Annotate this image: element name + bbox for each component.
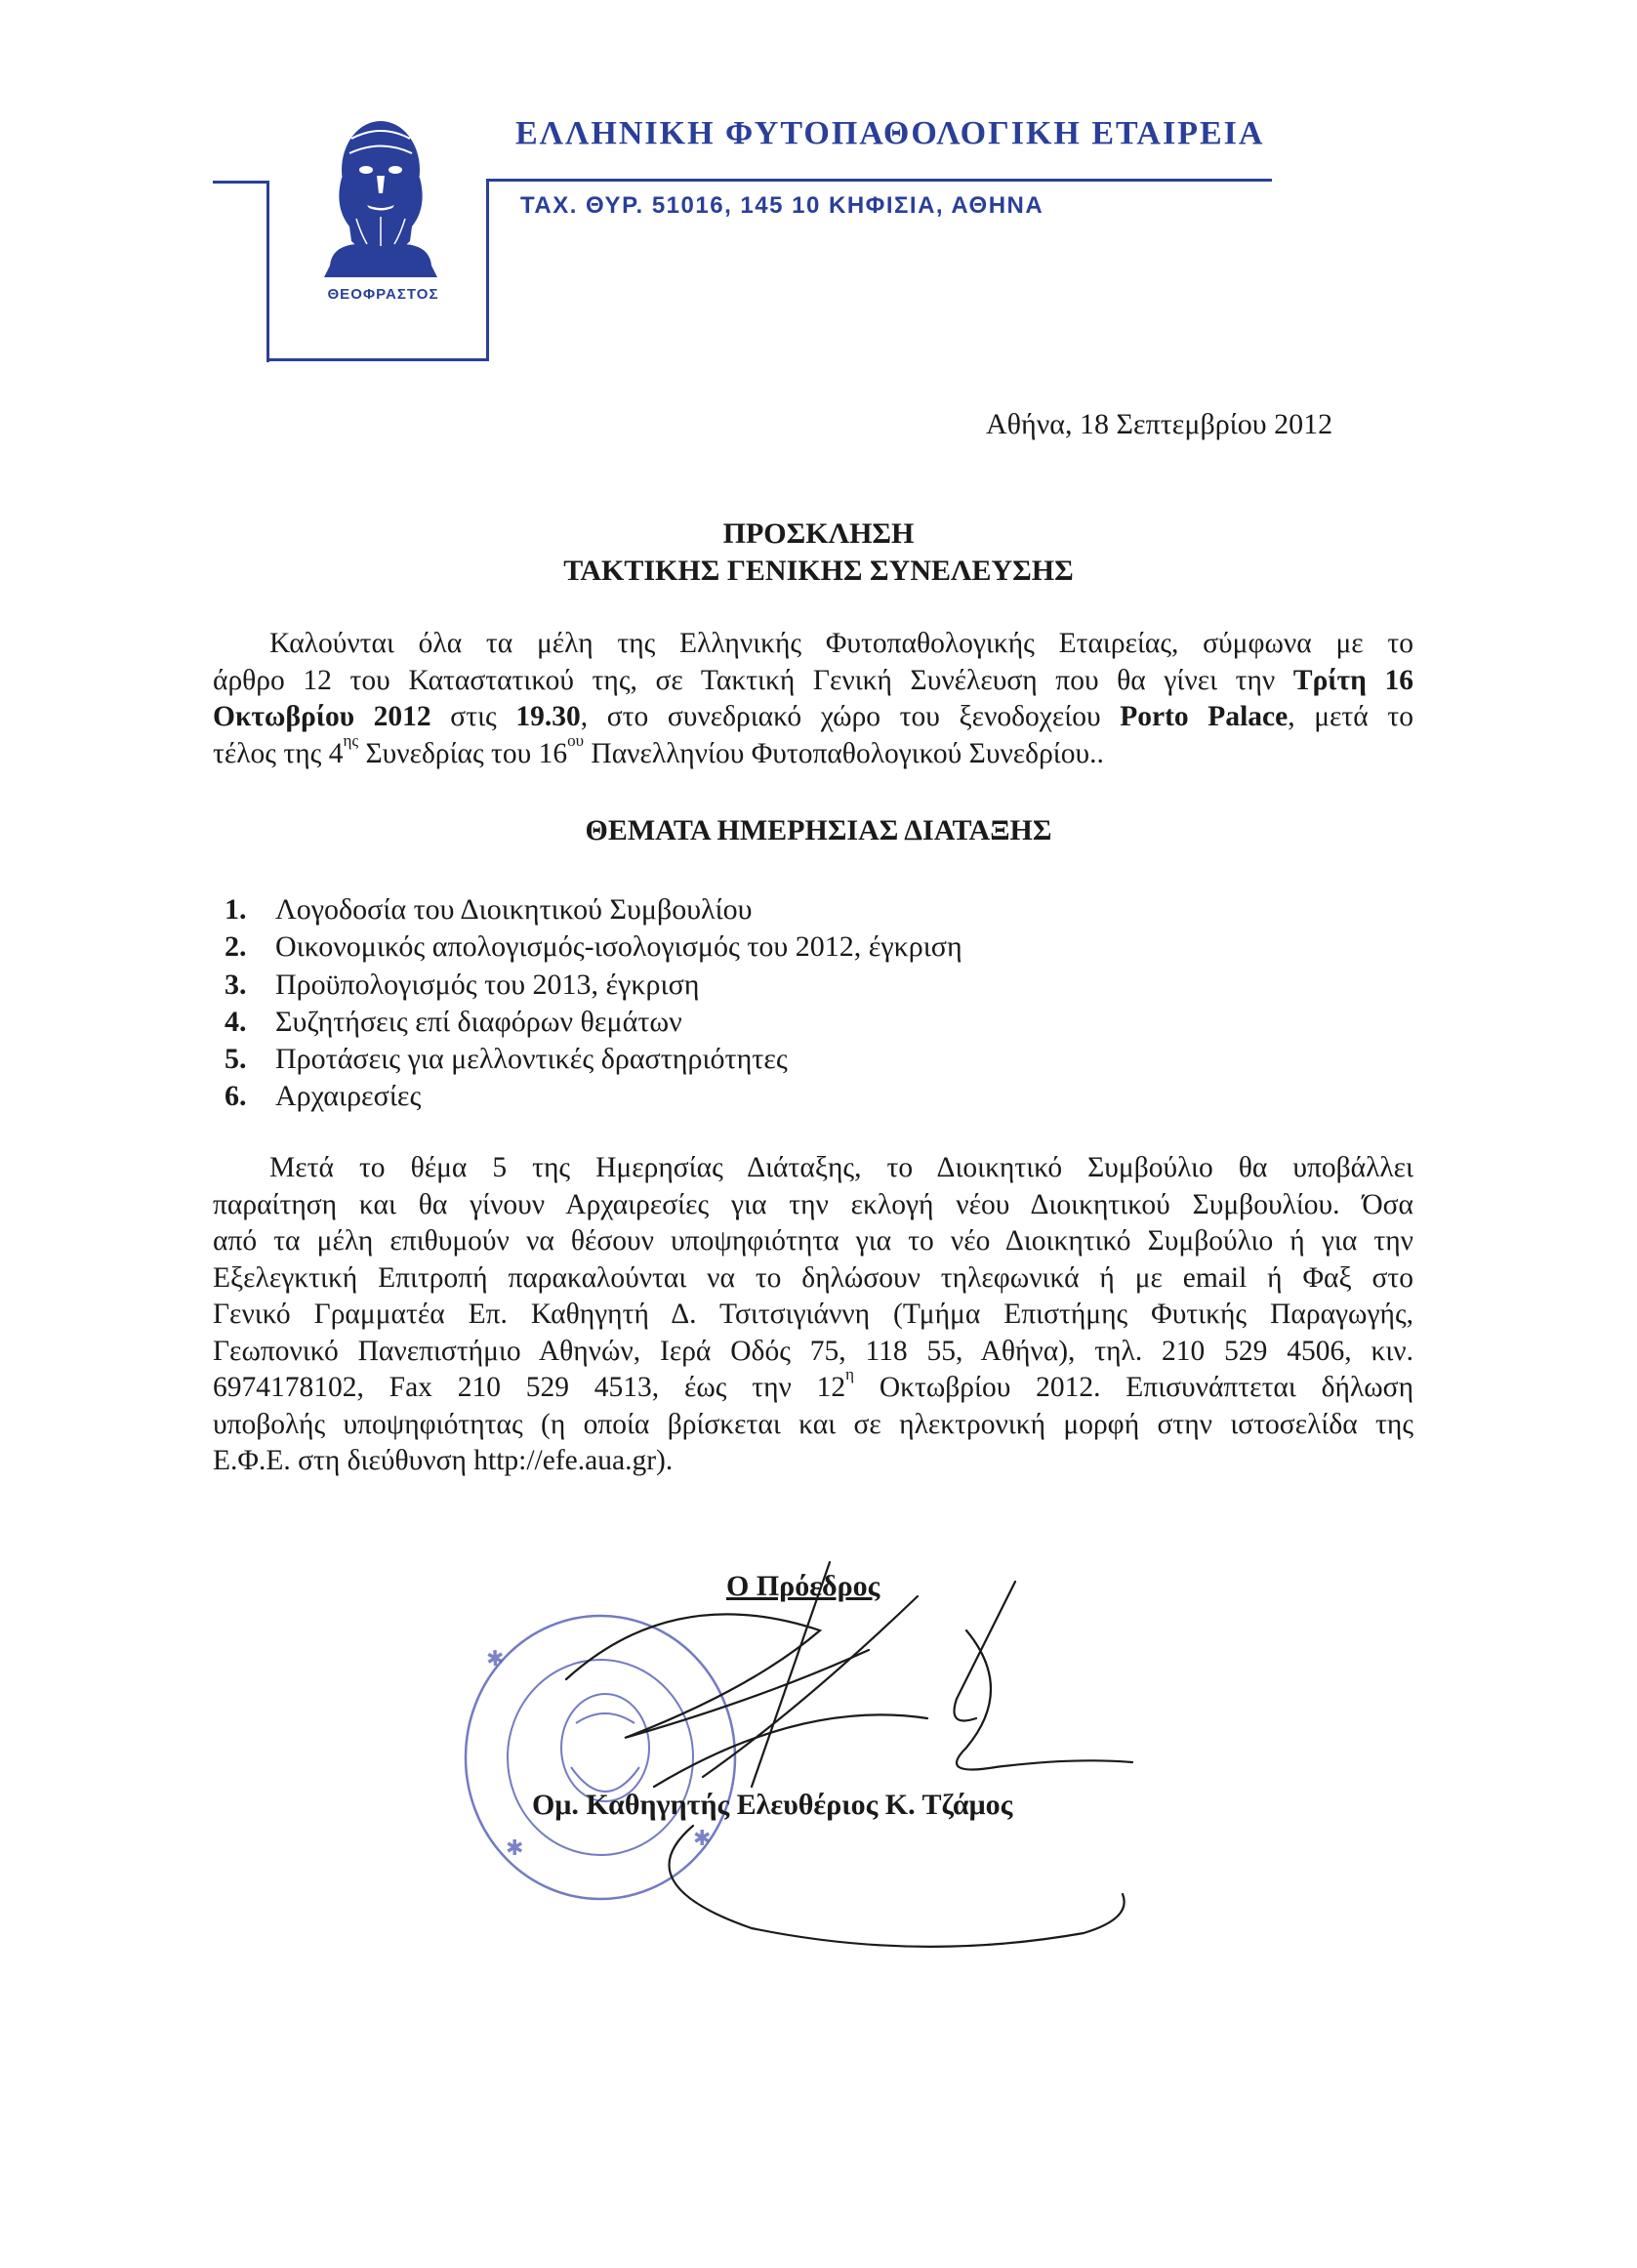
agenda-item — [225, 967, 962, 1004]
intro-text: Πανελληνίου Φυτοπαθολογικού Συνεδρίου.. — [584, 737, 1104, 769]
meeting-time: 19.30 — [515, 701, 581, 732]
body-line: Γενικό Γραμματέα Επ. Καθηγητή Δ. Τσιτσιγιάννη (Τμήμα Επιστήμης Φυτικής Παραγωγής, — [213, 1299, 1413, 1330]
organization-name: ΕΛΛΗΝΙΚΗ ΦΥΤΟΠΑΘΟΛΟΓΙΚΗ ΕΤΑΙΡΕΙΑ — [515, 115, 1265, 151]
agenda-item-text: Αρχαιρεσίες — [275, 1080, 422, 1113]
svg-text:✱: ✱ — [480, 1644, 512, 1672]
intro-line: Καλούνται όλα τα μέλη της Ελληνικής Φυτοπαθολογικής Εταιρείας, σύμφωνα με το — [269, 628, 1413, 659]
elections-paragraph — [213, 1150, 1413, 1480]
ordinal-suffix: ης — [343, 730, 359, 750]
agenda-item-number: 4. — [225, 1005, 247, 1038]
letterhead-rule — [486, 179, 1272, 182]
agenda-item-number: 5. — [225, 1043, 247, 1076]
intro-line — [213, 663, 1413, 700]
bust-of-theophrastus-icon — [312, 109, 449, 280]
intro-text: , στο συνεδριακό χώρο του ξενοδοχείου — [580, 701, 1121, 732]
body-line: Μετά το θέμα 5 της Ημερησίας Διάταξης, το Διοικητικό Συμβούλιο θα υποβάλλει — [269, 1152, 1413, 1183]
body-line: Γεωπονικό Πανεπιστήμιο Αθηνών, Ιερά Οδός 75, 118 55, Αθήνα), τηλ. 210 529 4506, κιν. — [213, 1335, 1413, 1367]
intro-text: άρθρο 12 του Καταστατικού της, σε Τακτική Γενική Συνέλευση που θα γίνει την — [213, 664, 1293, 696]
meeting-date: Οκτωβρίου 2012 — [213, 701, 431, 732]
intro-line — [213, 730, 1413, 773]
agenda-item — [225, 1078, 962, 1115]
body-line — [213, 1365, 1413, 1407]
meeting-day: Τρίτη 16 — [1292, 664, 1413, 696]
document-title: ΠΡΟΣΚΛΗΣΗ — [722, 517, 915, 550]
president-title: Ο Πρόεδρος — [726, 1570, 880, 1602]
ordinal-suffix: η — [845, 1365, 855, 1383]
intro-paragraph — [213, 626, 1413, 772]
svg-text:✱: ✱ — [693, 1826, 712, 1850]
letterhead-frame-bottom — [266, 358, 489, 361]
agenda-item-text: Προτάσεις για μελλοντικές δραστηριότητες — [275, 1043, 788, 1076]
agenda-item — [225, 891, 962, 928]
meeting-venue: Porto Palace — [1120, 701, 1289, 732]
agenda-heading: ΘΕΜΑΤΑ ΗΜΕΡΗΣΙΑΣ ΔΙΑΤΑΞΗΣ — [585, 814, 1052, 846]
letter-date: Αθήνα, 18 Σεπτεμβρίου 2012 — [986, 408, 1333, 440]
agenda-item-text: Λογοδοσία του Διοικητικού Συμβουλίου — [275, 893, 753, 926]
agenda-item-text: Συζητήσεις επί διαφόρων θεμάτων — [275, 1005, 682, 1038]
body-text: 6974178102, Fax 210 529 4513, έως την 12 — [213, 1372, 846, 1403]
body-line: Ε.Φ.Ε. στη διεύθυνση http://efe.aua.gr). — [213, 1445, 674, 1476]
handwritten-signature — [508, 1543, 1171, 1962]
body-text: Οκτωβρίου 2012. Επισυνάπτεται δήλωση — [854, 1372, 1413, 1403]
president-name: Ομ. Καθηγητής Ελευθέριος Κ. Τζάμος — [532, 1789, 1013, 1821]
intro-text: Συνεδρίας του 16 — [358, 737, 568, 769]
emblem-label: ΘΕΟΦΡΑΣΤΟΣ — [327, 286, 439, 303]
body-line: από τα μέλη επιθυμούν να θέσουν υποψηφιότητα για το νέο Διοικητικό Συμβούλιο ή για την — [213, 1225, 1413, 1257]
agenda-item-number: 2. — [225, 930, 247, 964]
agenda-item-text: Οικονομικός απολογισμός-ισολογισμός του 2012, έγκριση — [275, 930, 962, 964]
body-line: παραίτηση και θα γίνουν Αρχαιρεσίες για την εκλογή νέου Διοικητικού Συμβουλίου. Όσα — [213, 1188, 1413, 1220]
intro-line — [213, 699, 1413, 736]
intro-text: τέλος της 4 — [213, 737, 344, 769]
ordinal-suffix: ου — [567, 730, 585, 750]
intro-text: στις — [430, 701, 516, 732]
letterhead-frame-right — [486, 181, 489, 361]
agenda-item — [225, 928, 962, 966]
body-line: Εξελεγκτική Επιτροπή παρακαλούνται να το δηλώσουν τηλεφωνικά ή με email ή Φαξ στο — [213, 1261, 1413, 1294]
agenda-item-text: Προϋπολογισμός του 2013, έγκριση — [275, 968, 700, 1001]
agenda-list — [225, 891, 962, 1116]
agenda-item-number: 1. — [225, 893, 247, 926]
organization-address: ΤΑΧ. ΘΥΡ. 51016, 145 10 ΚΗΦΙΣΙΑ, ΑΘΗΝΑ — [520, 192, 1044, 219]
svg-text:✱: ✱ — [506, 1835, 524, 1860]
agenda-item-number: 3. — [225, 968, 247, 1001]
letterhead-frame-top — [213, 181, 268, 184]
agenda-item — [225, 1004, 962, 1041]
body-line: υποβολής υποψηφιότητας (η οποία βρίσκεται και σε ηλεκτρονική μορφή στην ιστοσελίδα της — [213, 1408, 1413, 1440]
intro-text: , μετά το — [1288, 701, 1413, 732]
agenda-item-number: 6. — [225, 1080, 247, 1113]
agenda-item — [225, 1041, 962, 1078]
document-subtitle: ΤΑΚΤΙΚΗΣ ΓΕΝΙΚΗΣ ΣΥΝΕΛΕΥΣΗΣ — [563, 555, 1074, 587]
letterhead-frame-left — [266, 181, 269, 362]
